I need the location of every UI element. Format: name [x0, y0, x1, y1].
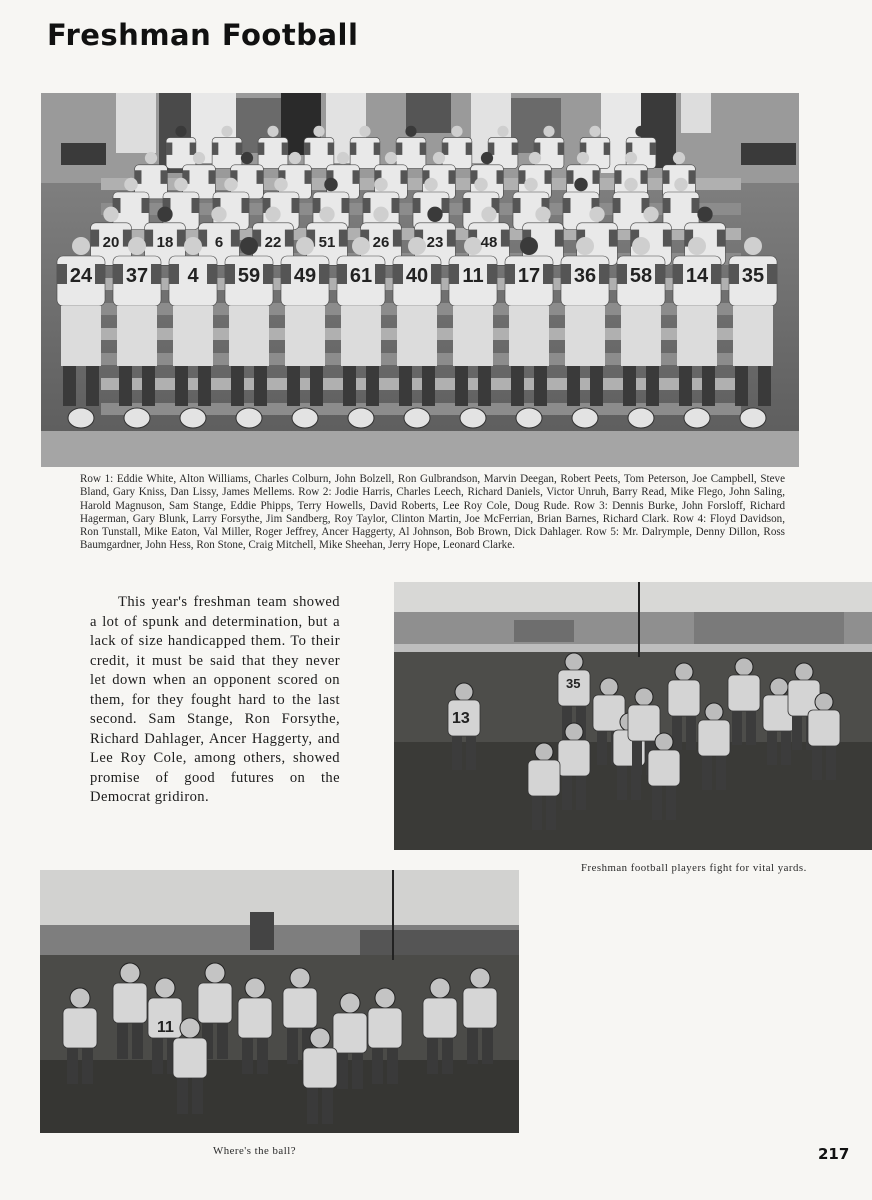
action-photo-1-caption: Freshman football players fight for vital yards. [581, 862, 807, 874]
action-photo-where-is-ball [40, 870, 519, 1133]
jersey-number: 36 [573, 265, 597, 287]
jersey-number: 48 [480, 234, 498, 251]
jersey-number: 58 [629, 265, 653, 287]
action-photo-1-graphic [394, 582, 872, 850]
action-photo-2-caption: Where's the ball? [213, 1145, 296, 1157]
jersey-number: 22 [264, 234, 282, 251]
jersey-number: 37 [125, 265, 149, 287]
jersey-number: 18 [156, 234, 174, 251]
page-title: Freshman Football [47, 18, 359, 52]
jersey-number: 51 [318, 234, 336, 251]
jersey-number: 35 [741, 265, 765, 287]
jersey-number: 59 [237, 265, 261, 287]
jersey-number: 20 [102, 234, 120, 251]
jersey-number: 11 [462, 265, 484, 287]
article-body: This year's freshman team showed a lot of spunk and determination, but a lack of size handicapped them. To their credit, it must be said that they never let down when an opponent scored on them, for they fought hard to the last second. Sam Stange, Ron Forsythe, Richard Dahlager, Ancer Haggerty, and Lee Roy Cole, among others, showed promise of good futures on the Democrat gridiron. [90, 594, 340, 805]
jersey-number: 26 [372, 234, 390, 251]
page-number: 217 [818, 1145, 850, 1163]
jersey-number: 11 [157, 1019, 174, 1036]
jersey-number: 61 [349, 265, 373, 287]
action-photo-vital-yards [394, 582, 872, 850]
jersey-number: 24 [69, 265, 93, 287]
jersey-number: 13 [452, 710, 470, 727]
jersey-number: 14 [685, 265, 709, 287]
jersey-number: 17 [517, 265, 541, 287]
jersey-number: 23 [426, 234, 444, 251]
action-photo-2-graphic [40, 870, 519, 1133]
team-photo-graphic [41, 93, 799, 467]
jersey-number: 49 [293, 265, 317, 287]
jersey-number: 35 [566, 676, 581, 691]
team-group-photo [41, 93, 799, 467]
jersey-number: 6 [214, 234, 224, 251]
jersey-number: 40 [405, 265, 429, 287]
roster-caption: Row 1: Eddie White, Alton Williams, Charles Colburn, John Bolzell, Ron Gulbrandson, Marvin Deegan, Robert Peets, Tom Peterson, Joe Campbell, Steve Bland, Gary Kniss, Dan Lissy, James Mellems. Row 2: Jodie Harris, Charles Leech, Richard Daniels, Victor Unruh, Barry Read, Mike Flego, John Saling, Harold Magnuson, Sam Stange, Eddie Phipps, Terry Howells, David Roberts, Lee Roy Cole, Doug Rude. Row 3: Dennis Burke, John Forsloff, Richard Hagerman, Gary Blunk, Larry Forsythe, Jim Sandberg, Roy Taylor, Clinton Martin, Joe McFerrian, Brian Barnes, Richard Clark. Row 4: Floyd Davidson, Ron Tunstall, Mike Eaton, Val Miller, Roger Jeffrey, Ancer Haggerty, Al Johnson, Bob Brown, Dick Dahlager. Row 5: Mr. Dalrymple, Denny Dillon, Ross Baumgardner, John Hess, Ron Stone, Craig Mitchell, Mike Sheehan, Jerry Hope, Leonard Clarke. [80, 473, 785, 552]
jersey-number: 4 [187, 265, 199, 287]
